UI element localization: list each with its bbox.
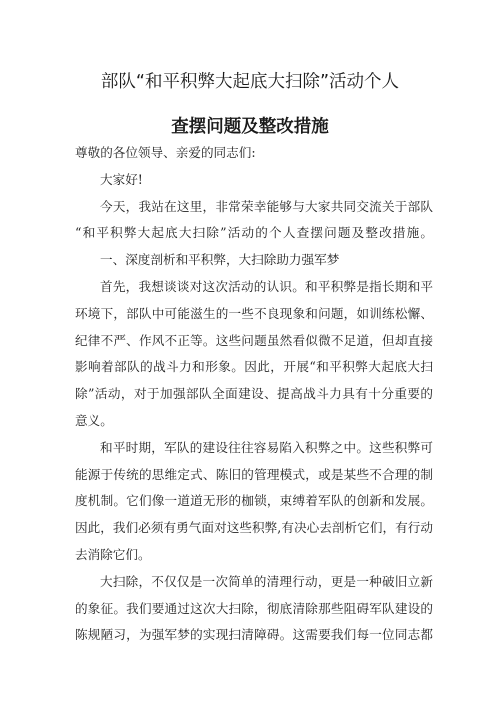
- paragraph-line: 大家好!: [100, 171, 143, 187]
- paragraph-line: 去消除它们。: [75, 546, 151, 562]
- paragraph-line: 首先，我想谈谈对这次活动的认识。和平积弊是指长期和平: [100, 278, 433, 294]
- paragraph-line: 因此，我们必须有勇气面对这些积弊,有决心去剖析它们，有行动: [75, 520, 433, 536]
- paragraph-line: 大扫除，不仅仅是一次简单的清理行动，更是一种破旧立新: [100, 573, 433, 589]
- paragraph-line: “和平积弊大起底大扫除”活动的个人查摆问题及整改措施。: [75, 225, 433, 241]
- paragraph-line: 能源于传统的思维定式、陈旧的管理模式，或是某些不合理的制: [75, 466, 433, 482]
- paragraph-line: 今天，我站在这里，非常荣幸能够与大家共同交流关于部队: [100, 198, 433, 214]
- document-body: [75, 140, 433, 649]
- paragraph-line: 影响着部队的战斗力和形象。因此，开展“和平积弊大起底大扫: [75, 359, 433, 375]
- paragraph-line: 除”活动，对于加强部队全面建设、提高战斗力具有十分重要的: [75, 386, 433, 402]
- greeting-line: 尊敬的各位领导、亲爱的同志们:: [75, 145, 256, 160]
- paragraph-line: 度机制。它们像一道道无形的枷锁，束缚着军队的创新和发展。: [75, 493, 433, 509]
- paragraph-line: 的象征。我们要通过这次大扫除，彻底清除那些阻碍军队建设的: [75, 600, 433, 616]
- paragraph-line: 和平时期，军队的建设往往容易陷入积弊之中。这些积弊可: [100, 439, 433, 455]
- paragraph-line: 意义。: [75, 412, 113, 428]
- document-title-line-2: 查摆问题及整改措施: [171, 117, 329, 137]
- paragraph-line: 纪律不严、作风不正等。这些问题虽然看似微不足道，但却直接: [75, 332, 433, 348]
- paragraph-line: 陈规陋习，为强军梦的实现扫清障碍。这需要我们每一位同志都: [75, 627, 433, 643]
- section-heading: 一、深度剖析和平积弊，大扫除助力强军梦: [100, 252, 340, 268]
- document-title-line-1: 部队“和平积弊大起底大扫除”活动个人: [100, 72, 400, 92]
- paragraph-line: 环境下，部队中可能滋生的一些不良现象和问题，如训练松懈、: [75, 305, 433, 321]
